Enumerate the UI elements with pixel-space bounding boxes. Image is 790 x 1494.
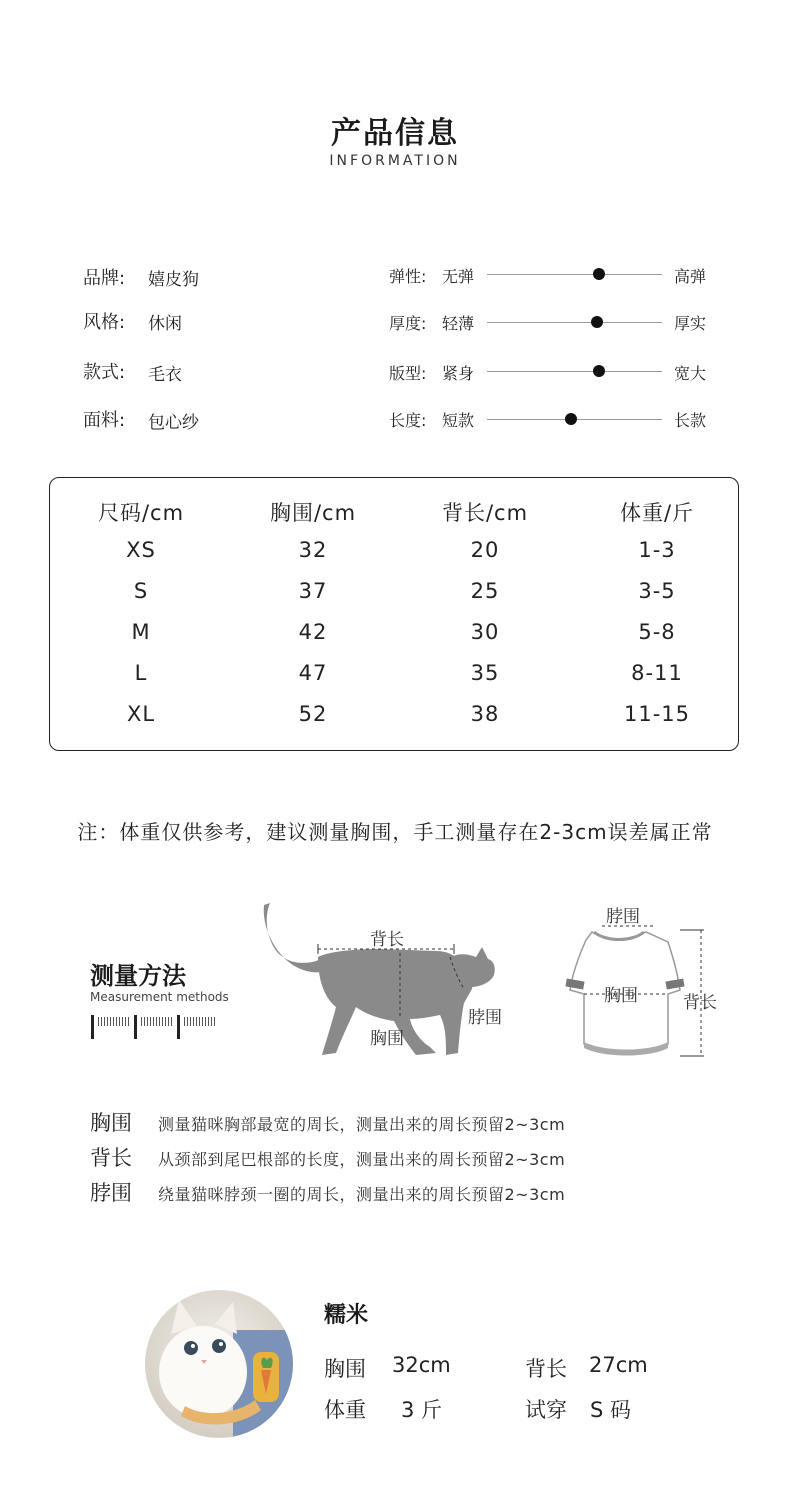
scale-label-thickness: 厚度: xyxy=(389,314,427,333)
table-cell: 3-5 xyxy=(638,579,676,603)
scale-min-length: 短款 xyxy=(442,411,475,430)
table-cell: S xyxy=(133,579,149,603)
table-cell: 52 xyxy=(298,702,328,726)
pet-back-label: 背长 xyxy=(525,1357,567,1381)
shirt-label-chest: 胸围 xyxy=(604,986,638,1006)
pet-chest-label: 胸围 xyxy=(324,1357,366,1381)
size-note: 注：体重仅供参考，建议测量胸围，手工测量存在2-3cm误差属正常 xyxy=(77,820,713,844)
def-term-chest: 胸围 xyxy=(90,1111,132,1135)
scale-track-fit xyxy=(487,371,662,372)
table-header: 胸围/cm xyxy=(269,501,357,525)
cat-label-chest: 胸围 xyxy=(370,1029,404,1049)
table-cell: 47 xyxy=(298,661,328,685)
def-text-neck: 绕量猫咪脖颈一圈的周长，测量出来的周长预留2~3cm xyxy=(158,1185,566,1204)
attr-label-style: 风格: xyxy=(83,312,126,333)
ruler-icon xyxy=(90,1012,220,1042)
scale-min-fit: 紧身 xyxy=(442,364,475,383)
table-cell: 38 xyxy=(470,702,500,726)
def-text-chest: 测量猫咪胸部最宽的周长，测量出来的周长预留2~3cm xyxy=(158,1115,566,1134)
method-title: 测量方法 xyxy=(90,962,186,990)
table-cell: 35 xyxy=(470,661,500,685)
table-cell: M xyxy=(131,620,151,644)
scale-min-thickness: 轻薄 xyxy=(442,314,475,333)
def-text-back: 从颈部到尾巴根部的长度，测量出来的周长预留2~3cm xyxy=(158,1150,566,1169)
attr-value-type: 毛衣 xyxy=(148,365,182,385)
cat-label-neck: 脖围 xyxy=(468,1008,502,1028)
scale-track-thickness xyxy=(487,322,662,323)
scale-max-elasticity: 高弹 xyxy=(674,267,707,286)
table-cell: L xyxy=(134,661,148,685)
table-header: 尺码/cm xyxy=(97,501,185,525)
scale-label-length: 长度: xyxy=(389,411,427,430)
pet-back-value: 27cm xyxy=(589,1353,648,1377)
table-cell: 8-11 xyxy=(631,661,683,685)
table-cell: 42 xyxy=(298,620,328,644)
scale-knob-elasticity xyxy=(593,268,605,280)
def-term-back: 背长 xyxy=(90,1146,132,1170)
cat-label-back: 背长 xyxy=(370,930,404,950)
scale-track-elasticity xyxy=(487,274,662,275)
table-cell: 11-15 xyxy=(623,702,691,726)
table-cell: 20 xyxy=(470,538,500,562)
attr-value-style: 休闲 xyxy=(148,314,182,334)
table-cell: 5-8 xyxy=(638,620,676,644)
pet-weight-label: 体重 xyxy=(324,1398,366,1422)
table-cell: 1-3 xyxy=(638,538,676,562)
attr-label-brand: 品牌: xyxy=(83,268,126,289)
scale-max-thickness: 厚实 xyxy=(674,314,707,333)
table-cell: 25 xyxy=(470,579,500,603)
table-header: 体重/斤 xyxy=(619,501,695,525)
pet-try-value: S 码 xyxy=(590,1398,632,1422)
scale-label-elasticity: 弹性: xyxy=(389,267,427,286)
page-title: 产品信息 xyxy=(331,116,459,151)
table-header: 背长/cm xyxy=(441,501,529,525)
pet-chest-value: 32cm xyxy=(392,1353,451,1377)
attr-value-fabric: 包心纱 xyxy=(148,413,199,433)
scale-label-fit: 版型: xyxy=(389,364,427,383)
scale-knob-fit xyxy=(593,365,605,377)
pet-try-label: 试穿 xyxy=(525,1398,567,1422)
scale-min-elasticity: 无弹 xyxy=(442,267,475,286)
def-term-neck: 脖围 xyxy=(90,1181,132,1205)
scale-max-length: 长款 xyxy=(674,411,707,430)
table-cell: 32 xyxy=(298,538,328,562)
pet-weight-value: 3 斤 xyxy=(401,1398,443,1422)
table-cell: 30 xyxy=(470,620,500,644)
table-cell: 37 xyxy=(298,579,328,603)
attr-label-fabric: 面料: xyxy=(83,410,126,431)
attr-value-brand: 嬉皮狗 xyxy=(148,270,199,290)
scale-knob-thickness xyxy=(591,316,603,328)
table-cell: XS xyxy=(126,538,156,562)
shirt-label-back: 背长 xyxy=(683,993,717,1013)
table-cell: XL xyxy=(126,702,156,726)
shirt-label-neck: 脖围 xyxy=(606,907,640,927)
pet-avatar xyxy=(145,1290,293,1438)
page-subtitle: INFORMATION xyxy=(329,153,461,169)
size-table xyxy=(49,477,739,751)
scale-knob-length xyxy=(565,413,577,425)
pet-name: 糯米 xyxy=(324,1303,369,1328)
scale-max-fit: 宽大 xyxy=(674,364,707,383)
method-subtitle: Measurement methods xyxy=(90,990,229,1004)
attr-label-type: 款式: xyxy=(83,362,126,383)
